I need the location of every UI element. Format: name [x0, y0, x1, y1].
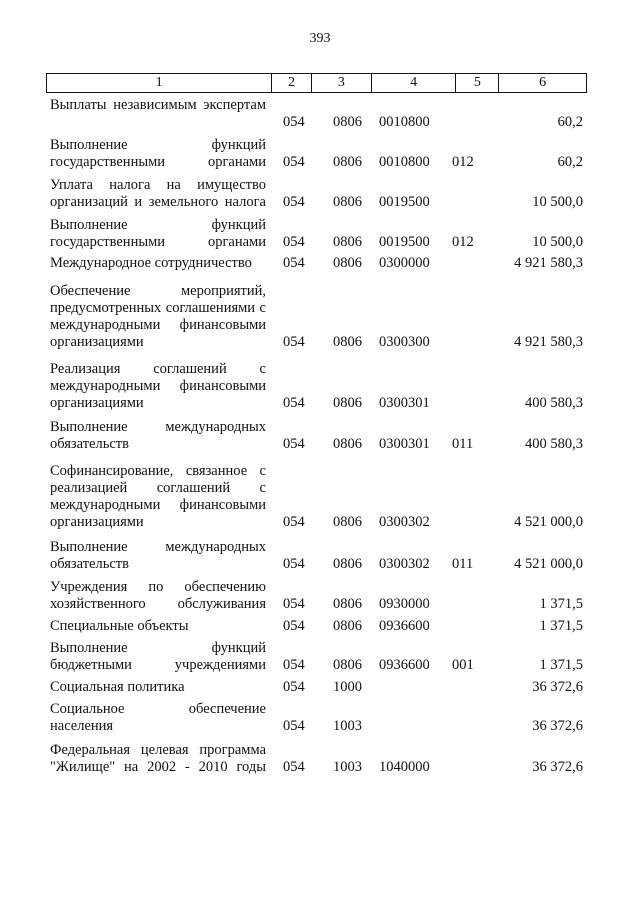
- row-code-2: 054: [283, 334, 305, 350]
- row-code-3: 0806: [333, 556, 362, 572]
- row-description: Учреждения по обеспечению хозяйственного обслуживания: [50, 579, 266, 612]
- row-code-3: 0806: [333, 395, 362, 411]
- row-amount: 1 371,5: [539, 618, 583, 634]
- row-description: Выполнение функций бюджетными учреждениями: [50, 640, 266, 673]
- row-amount: 4 921 580,3: [514, 334, 583, 350]
- row-code-2: 054: [283, 154, 305, 170]
- row-code-3: 0806: [333, 436, 362, 452]
- row-code-4: 0300301: [379, 395, 430, 411]
- table-row: [0, 361, 640, 412]
- header-col-5: 5: [456, 74, 499, 92]
- row-amount: 4 521 000,0: [514, 556, 583, 572]
- row-description: Социальное обеспечение населения: [50, 701, 266, 734]
- row-code-3: 1003: [333, 759, 362, 775]
- row-code-3: 0806: [333, 194, 362, 210]
- header-col-4: 4: [372, 74, 457, 92]
- row-amount: 400 580,3: [525, 436, 583, 452]
- row-code-4: 0300301: [379, 436, 430, 452]
- row-code-4: 1040000: [379, 759, 430, 775]
- table-row: [0, 137, 640, 171]
- row-code-4: 0930000: [379, 596, 430, 612]
- row-code-3: 1000: [333, 679, 362, 695]
- row-code-5: 011: [452, 556, 474, 572]
- row-code-5: 011: [452, 436, 474, 452]
- row-code-4: 0300000: [379, 255, 430, 271]
- row-description: Реализация соглашений с международными финансовыми организациями: [50, 361, 266, 411]
- header-col-3: 3: [312, 74, 372, 92]
- row-description: Уплата налога на имущество организаций и земельного налога: [50, 177, 266, 210]
- row-code-3: 0806: [333, 514, 362, 530]
- row-amount: 10 500,0: [532, 234, 583, 250]
- row-amount: 1 371,5: [539, 657, 583, 673]
- table-row: [0, 177, 640, 211]
- row-code-4: 0936600: [379, 657, 430, 673]
- row-code-2: 054: [283, 618, 305, 634]
- table-row: [0, 217, 640, 251]
- row-code-2: 054: [283, 194, 305, 210]
- row-amount: 400 580,3: [525, 395, 583, 411]
- row-code-3: 1003: [333, 718, 362, 734]
- row-code-2: 054: [283, 718, 305, 734]
- page-number: 393: [309, 31, 331, 46]
- row-code-5: 001: [452, 657, 474, 673]
- row-description: Выплаты независимым экспертам: [50, 97, 266, 113]
- row-code-4: 0019500: [379, 234, 430, 250]
- row-amount: 36 372,6: [532, 718, 583, 734]
- row-amount: 1 371,5: [539, 596, 583, 612]
- row-code-3: 0806: [333, 334, 362, 350]
- table-row: [0, 463, 640, 531]
- row-code-5: 012: [452, 234, 474, 250]
- row-amount: 4 521 000,0: [514, 514, 583, 530]
- table-row: [0, 539, 640, 573]
- row-description: Выполнение функций государственными органами: [50, 137, 266, 170]
- row-code-2: 054: [283, 657, 305, 673]
- table-header: [46, 73, 587, 93]
- row-amount: 4 921 580,3: [514, 255, 583, 271]
- row-code-4: 0300300: [379, 334, 430, 350]
- row-code-2: 054: [283, 514, 305, 530]
- row-code-3: 0806: [333, 114, 362, 130]
- row-code-2: 054: [283, 679, 305, 695]
- table-row: [0, 618, 640, 635]
- row-description: Международное сотрудничество: [50, 255, 252, 271]
- row-description: Социальная политика: [50, 679, 185, 695]
- row-code-3: 0806: [333, 154, 362, 170]
- table-row: [0, 283, 640, 351]
- row-code-2: 054: [283, 596, 305, 612]
- row-code-2: 054: [283, 255, 305, 271]
- row-code-4: 0010800: [379, 154, 430, 170]
- row-amount: 60,2: [557, 154, 583, 170]
- row-amount: 36 372,6: [532, 679, 583, 695]
- row-code-2: 054: [283, 436, 305, 452]
- row-code-4: 0936600: [379, 618, 430, 634]
- row-description: Выполнение международных обязательств: [50, 539, 266, 572]
- row-code-3: 0806: [333, 234, 362, 250]
- header-col-2: 2: [272, 74, 312, 92]
- row-code-4: 0019500: [379, 194, 430, 210]
- row-code-4: 0300302: [379, 556, 430, 572]
- row-code-5: 012: [452, 154, 474, 170]
- table-row: [0, 255, 640, 272]
- row-code-3: 0806: [333, 255, 362, 271]
- row-description: Федеральная целевая программа "Жилище" на 2002 - 2010 годы: [50, 742, 266, 775]
- row-code-2: 054: [283, 759, 305, 775]
- row-description: Выполнение функций государственными органами: [50, 217, 266, 250]
- row-code-2: 054: [283, 234, 305, 250]
- row-code-3: 0806: [333, 657, 362, 673]
- header-col-6: 6: [539, 75, 547, 90]
- row-description: Софинансирование, связанное с реализацией соглашений с международными финансовыми организациями: [50, 463, 266, 530]
- row-amount: 10 500,0: [532, 194, 583, 210]
- row-code-2: 054: [283, 395, 305, 411]
- table-row: [0, 579, 640, 613]
- table-row: [0, 679, 640, 696]
- row-code-3: 0806: [333, 596, 362, 612]
- row-description: Специальные объекты: [50, 618, 189, 634]
- row-description: Обеспечение мероприятий, предусмотренных соглашениями с международными финансовыми организациями: [50, 283, 266, 350]
- table-row: [0, 419, 640, 453]
- row-code-2: 054: [283, 556, 305, 572]
- header-col-1: 1: [47, 74, 272, 92]
- row-code-4: 0300302: [379, 514, 430, 530]
- row-description: Выполнение международных обязательств: [50, 419, 266, 452]
- table-row: [0, 742, 640, 776]
- row-amount: 60,2: [557, 114, 583, 130]
- row-amount: 36 372,6: [532, 759, 583, 775]
- row-code-3: 0806: [333, 618, 362, 634]
- table-row: [0, 97, 640, 131]
- table-row: [0, 640, 640, 674]
- row-code-4: 0010800: [379, 114, 430, 130]
- table-row: [0, 701, 640, 735]
- row-code-2: 054: [283, 114, 305, 130]
